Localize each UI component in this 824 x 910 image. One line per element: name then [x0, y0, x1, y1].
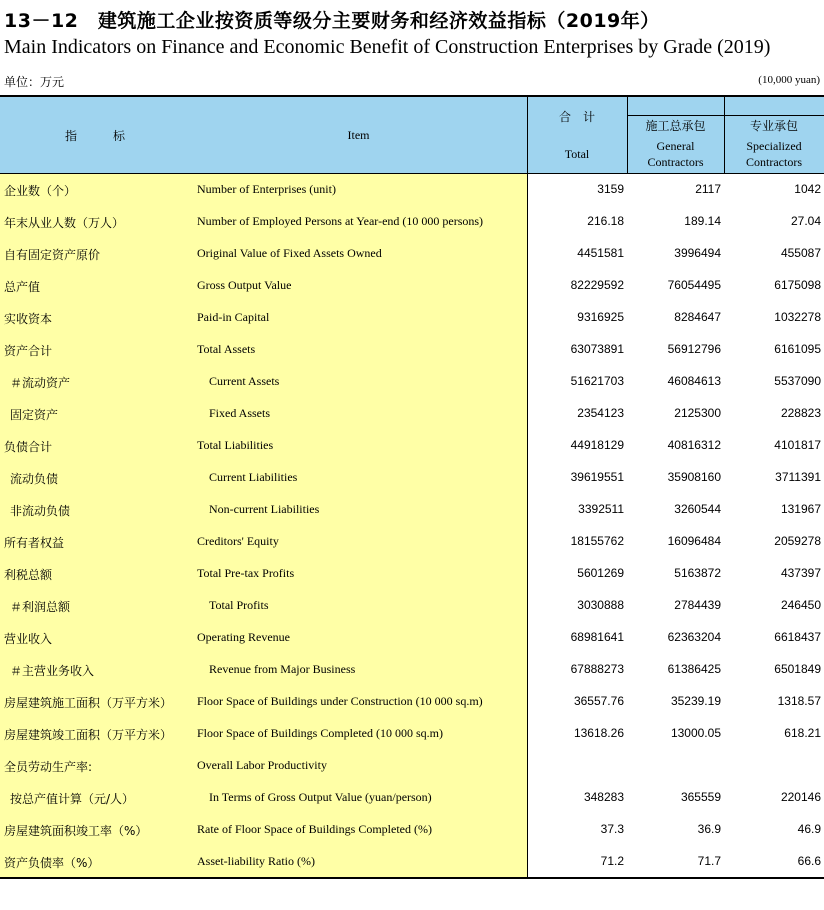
row-label-cn: 全员劳动生产率:	[4, 760, 93, 774]
table-row	[0, 590, 824, 622]
cell-specialized-contractors: 6175098	[774, 278, 821, 292]
cell-specialized-contractors: 228823	[780, 406, 821, 420]
cell-total: 37.3	[600, 822, 624, 836]
row-label-en: Number of Employed Persons at Year-end (10 000 persons)	[197, 214, 484, 228]
cell-total: 44918129	[570, 438, 624, 452]
row-label-en: Gross Output Value	[197, 278, 292, 292]
cell-total: 9316925	[577, 310, 624, 324]
cell-general-contractors: 2125300	[674, 406, 721, 420]
row-label-cn: 利税总额	[4, 568, 53, 582]
cell-specialized-contractors: 1318.57	[777, 694, 821, 708]
row-label-en: Floor Space of Buildings Completed (10 000 sq.m)	[197, 726, 443, 740]
table-row	[0, 238, 824, 270]
row-label-en: Total Profits	[209, 598, 269, 612]
cell-specialized-contractors: 5537090	[774, 374, 821, 388]
row-label-cn: 流动负债	[10, 472, 59, 486]
row-label-cn: 按总产值计算（元/人）	[10, 792, 135, 806]
subheader-rule	[627, 115, 824, 116]
row-label-cn: 房屋建筑竣工面积（万平方米）	[4, 728, 173, 742]
cell-total: 3159	[597, 182, 624, 196]
unit-label-cn: 单位：万元	[4, 75, 65, 89]
table-row	[0, 174, 824, 206]
cell-total: 216.18	[587, 214, 624, 228]
header-item: Item	[347, 128, 370, 142]
cell-general-contractors: 3260544	[674, 502, 721, 516]
cell-total: 39619551	[570, 470, 624, 484]
table-row	[0, 302, 824, 334]
row-label-cn: ＃流动资产	[10, 376, 71, 390]
cell-specialized-contractors: 6618437	[774, 630, 821, 644]
cell-general-contractors: 46084613	[667, 374, 721, 388]
cell-specialized-contractors: 455087	[780, 246, 821, 260]
cell-general-contractors: 16096484	[667, 534, 721, 548]
header-specialized-en	[724, 138, 824, 170]
cell-general-contractors: 35239.19	[670, 694, 721, 708]
row-label-cn: 自有固定资产原价	[4, 248, 101, 262]
table-row	[0, 718, 824, 750]
cell-total: 18155762	[570, 534, 624, 548]
row-label-en: Creditors' Equity	[197, 534, 279, 548]
row-label-en: Paid-in Capital	[197, 310, 270, 324]
row-label-en: Current Liabilities	[209, 470, 298, 484]
table-row	[0, 494, 824, 526]
row-label-cn: 资产负债率（%）	[4, 856, 100, 870]
table-row	[0, 846, 824, 878]
cell-general-contractors: 40816312	[667, 438, 721, 452]
row-label-cn: 非流动负债	[10, 504, 71, 518]
cell-general-contractors: 3996494	[674, 246, 721, 260]
cell-total: 51621703	[570, 374, 624, 388]
header-general-en-line2: Contractors	[647, 155, 704, 169]
table-row	[0, 206, 824, 238]
header-specialized-cn: 专业承包	[749, 119, 798, 133]
cell-general-contractors: 5163872	[674, 566, 721, 580]
header-general-en-line1: General	[656, 139, 695, 153]
row-label-cn: ＃主营业务收入	[10, 664, 95, 678]
row-label-cn: 负债合计	[4, 440, 53, 454]
row-label-en: Rate of Floor Space of Buildings Completed (%)	[197, 822, 432, 836]
row-label-en: Current Assets	[209, 374, 280, 388]
cell-general-contractors: 2117	[695, 182, 721, 196]
cell-specialized-contractors: 1032278	[774, 310, 821, 324]
row-label-cn: 实收资本	[4, 312, 53, 326]
cell-total: 2354123	[577, 406, 624, 420]
row-label-en: Overall Labor Productivity	[197, 758, 327, 772]
row-label-cn: 所有者权益	[4, 536, 65, 550]
row-label-cn: ＃利润总额	[10, 600, 71, 614]
row-label-cn: 房屋建筑面积竣工率（%）	[4, 824, 148, 838]
unit-label-en: (10,000 yuan)	[758, 74, 820, 86]
header-general-en	[627, 138, 724, 170]
table-row	[0, 334, 824, 366]
cell-general-contractors: 71.7	[697, 854, 721, 868]
cell-general-contractors: 36.9	[697, 822, 721, 836]
table-row	[0, 462, 824, 494]
cell-specialized-contractors: 3711391	[775, 470, 821, 484]
row-label-en: Total Pre-tax Profits	[197, 566, 295, 580]
header-general-cn: 施工总承包	[645, 119, 706, 133]
page-title-en: Main Indicators on Finance and Economic Benefit of Construction Enterprises by Grade (2019)	[4, 36, 771, 58]
table-row	[0, 654, 824, 686]
cell-specialized-contractors: 66.6	[797, 854, 821, 868]
row-label-en: Operating Revenue	[197, 630, 290, 644]
cell-specialized-contractors: 1042	[794, 182, 821, 196]
cell-total: 71.2	[600, 854, 624, 868]
row-label-en: Total Assets	[197, 342, 256, 356]
table-row	[0, 558, 824, 590]
cell-total: 13618.26	[573, 726, 624, 740]
page-title-cn: 13－12 建筑施工企业按资质等级分主要财务和经济效益指标（2019年）	[4, 10, 660, 32]
table-row	[0, 814, 824, 846]
row-label-cn: 总产值	[4, 280, 41, 294]
cell-total: 67888273	[570, 662, 624, 676]
table-row	[0, 782, 824, 814]
table-row	[0, 750, 824, 782]
cell-general-contractors: 189.14	[684, 214, 721, 228]
table-row	[0, 526, 824, 558]
row-label-en: Non-current Liabilities	[209, 502, 320, 516]
header-indicator: 指 标	[64, 129, 125, 143]
table-row	[0, 270, 824, 302]
header-total-cn: 合 计	[558, 110, 595, 124]
table-row	[0, 398, 824, 430]
cell-total: 36557.76	[573, 694, 624, 708]
cell-specialized-contractors: 618.21	[784, 726, 821, 740]
indicator-table-body	[0, 174, 824, 878]
row-label-cn: 营业收入	[4, 632, 53, 646]
row-label-cn: 固定资产	[10, 408, 59, 422]
cell-general-contractors: 365559	[680, 790, 721, 804]
cell-specialized-contractors: 2059278	[774, 534, 821, 548]
row-label-en: Total Liabilities	[197, 438, 274, 452]
cell-specialized-contractors: 4101817	[774, 438, 821, 452]
cell-specialized-contractors: 220146	[780, 790, 821, 804]
cell-general-contractors: 62363204	[667, 630, 721, 644]
cell-total: 5601269	[577, 566, 624, 580]
cell-total: 348283	[583, 790, 624, 804]
table-row	[0, 366, 824, 398]
header-specialized-en-line1: Specialized	[746, 139, 802, 153]
row-label-en: Number of Enterprises (unit)	[197, 182, 336, 196]
row-label-en: In Terms of Gross Output Value (yuan/person)	[209, 790, 432, 804]
cell-specialized-contractors: 46.9	[797, 822, 821, 836]
cell-specialized-contractors: 6501849	[774, 662, 821, 676]
row-label-cn: 房屋建筑施工面积（万平方米）	[4, 696, 173, 710]
cell-general-contractors: 35908160	[667, 470, 721, 484]
cell-general-contractors: 76054495	[667, 278, 721, 292]
cell-specialized-contractors: 131967	[780, 502, 821, 516]
cell-general-contractors: 13000.05	[670, 726, 721, 740]
cell-specialized-contractors: 246450	[780, 598, 821, 612]
table-row	[0, 622, 824, 654]
cell-general-contractors: 8284647	[674, 310, 721, 324]
cell-total: 68981641	[570, 630, 624, 644]
row-label-en: Fixed Assets	[209, 406, 271, 420]
cell-general-contractors: 56912796	[667, 342, 721, 356]
row-label-en: Original Value of Fixed Assets Owned	[197, 246, 382, 260]
header-specialized-en-line2: Contractors	[746, 155, 802, 169]
row-label-cn: 资产合计	[4, 344, 53, 358]
row-label-en: Asset-liability Ratio (%)	[197, 854, 315, 868]
cell-specialized-contractors: 437397	[780, 566, 821, 580]
cell-total: 3030888	[577, 598, 624, 612]
table-row	[0, 430, 824, 462]
cell-specialized-contractors: 6161095	[774, 342, 821, 356]
row-label-en: Revenue from Major Business	[209, 662, 356, 676]
row-label-cn: 年末从业人数（万人）	[4, 216, 125, 230]
row-label-en: Floor Space of Buildings under Construction (10 000 sq.m)	[197, 694, 483, 708]
cell-total: 4451581	[577, 246, 624, 260]
cell-total: 63073891	[570, 342, 624, 356]
row-label-cn: 企业数（个）	[4, 184, 77, 198]
cell-total: 3392511	[578, 502, 624, 516]
table-top-rule	[0, 95, 824, 97]
table-row	[0, 686, 824, 718]
cell-general-contractors: 61386425	[667, 662, 721, 676]
cell-total: 82229592	[570, 278, 624, 292]
header-total-en: Total	[564, 147, 590, 161]
cell-general-contractors: 2784439	[674, 598, 721, 612]
cell-specialized-contractors: 27.04	[790, 214, 821, 228]
